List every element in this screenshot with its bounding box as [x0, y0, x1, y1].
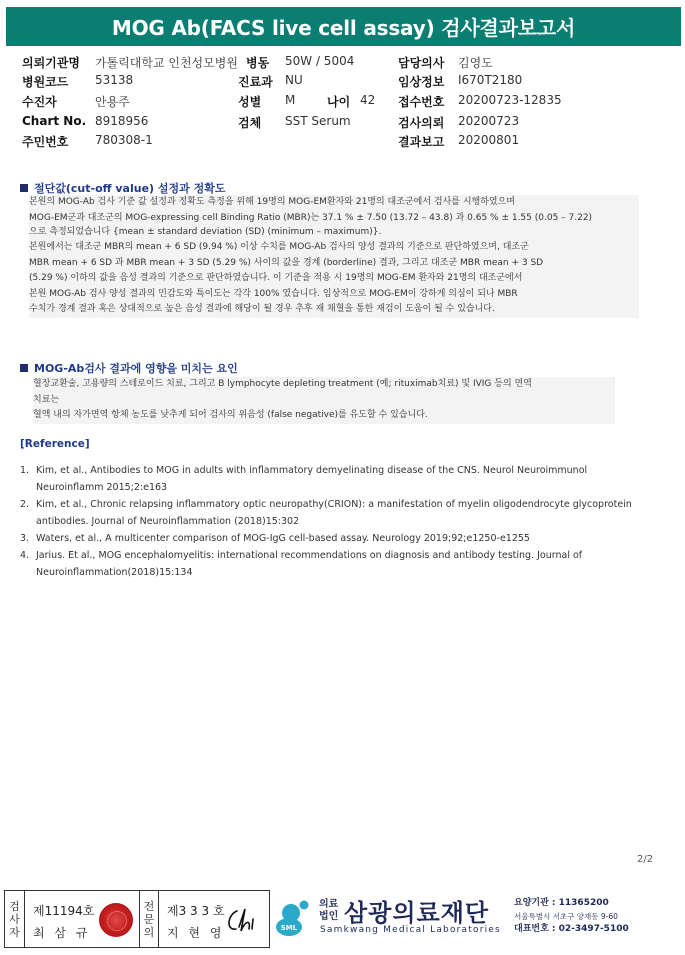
- info-row: [22, 73, 672, 91]
- age-value: 42: [360, 93, 376, 107]
- sml-logo-text: SML: [280, 924, 298, 932]
- patient-value: 안용주: [95, 95, 130, 109]
- dept-value: NU: [285, 73, 303, 87]
- handwritten-signature-icon: [223, 905, 263, 937]
- examiner-label-char: 자: [9, 925, 20, 939]
- doctor-label: 담당의사: [398, 56, 445, 70]
- signature-box: [4, 890, 270, 948]
- ward-label: 병동: [246, 56, 270, 70]
- reference-number: 1.: [20, 465, 30, 476]
- age-label: 나이: [327, 95, 351, 109]
- chart-value: 8918956: [95, 114, 149, 128]
- report-date-label: 결과보고: [398, 135, 445, 149]
- corp-contact-info: [514, 897, 629, 936]
- paragraph-line: 혈장교환술, 고용량의 스테로이드 치료, 그리고 B lymphocyte depleting treatment (예; rituximab치료) 및 IVIG 등의 면역: [33, 379, 532, 389]
- examiner-license-no: 제11194호: [33, 904, 95, 918]
- section-factors-title-text: MOG-Ab검사 결과에 영향을 미치는 요인: [34, 362, 238, 375]
- paragraph-line: MOG-EM군과 대조군의 MOG-expressing cell Binding Ratio (MBR)는 37.1 % ± 7.50 (13.72 – 43.8) 과 0.65 % ± 1.55 (0.05 – 7.22): [29, 212, 593, 223]
- bullet-square-icon: [20, 184, 28, 192]
- receipt-label: 접수번호: [398, 95, 445, 109]
- specialist-label: [139, 891, 159, 947]
- info-row: [22, 133, 672, 151]
- paragraph-line: 치료는: [33, 394, 60, 405]
- specialist-name: 지 현 영: [167, 926, 225, 940]
- specialist-license-no: 제3 3 3 호: [167, 904, 225, 918]
- institution-label: 의뢰기관명: [22, 56, 80, 70]
- paragraph-line: (5.29 %) 이하의 값을 음성 결과의 기준으로 판단하였습니다. 이 기준을 적용 시 19명의 MOG-EM 환자와 21명의 대조군에서: [29, 273, 523, 283]
- reference-item: [20, 547, 640, 581]
- reference-number: 3.: [20, 533, 30, 544]
- paragraph-line: 혈액 내의 자가면역 항체 농도를 낮추게 되어 검사의 위음성 (false negative)를 유도할 수 있습니다.: [33, 410, 428, 420]
- reference-text: Kim, et al., Antibodies to MOG in adults with inflammatory demyelinating disease of the CNS. Neurol Neuroimmunol Neuroinflamm 2015;2:e163: [36, 465, 588, 493]
- section-factors-body: [33, 377, 615, 424]
- paragraph-line: 본원의 MOG-Ab 검사 기준 값 설정과 정확도 측정을 위해 19명의 MOG-EM환자와 21명의 대조군에서 검사를 시행하였으며: [29, 197, 515, 207]
- specimen-value: SST Serum: [285, 114, 351, 128]
- page-number: 2/2: [637, 854, 654, 865]
- bullet-square-icon: [20, 364, 28, 372]
- examiner-name: 최 삼 규: [33, 926, 91, 940]
- report-date-value: 20200801: [458, 133, 520, 147]
- info-row: [22, 54, 672, 72]
- corp-type: [319, 899, 338, 923]
- sex-value: M: [285, 93, 296, 107]
- request-label: 검사의뢰: [398, 116, 445, 130]
- sex-label: 성별: [238, 95, 262, 109]
- examiner-label: [5, 891, 25, 947]
- corp-phone: 대표번호 : 02-3497-5100: [514, 924, 629, 934]
- receipt-value: 20200723-12835: [458, 93, 562, 107]
- institution-value: 가톨릭대학교 인천성모병원: [95, 56, 238, 70]
- chart-label: Chart No.: [22, 114, 87, 128]
- report-title: MOG Ab(FACS live cell assay) 검사결과보고서: [6, 7, 681, 46]
- corp-english-name: Samkwang Medical Laboratories: [320, 925, 501, 935]
- patient-label: 수진자: [22, 95, 57, 109]
- paragraph-line: MBR mean + 6 SD 과 MBR mean + 3 SD (5.29 %) 사이의 값을 경계 (borderline) 결과, 그리고 대조군 MBR mean + 3 SD: [29, 257, 544, 268]
- corp-name: 삼광의료재단: [344, 899, 490, 927]
- sml-logo-icon: [274, 895, 318, 939]
- corp-type-line: 의료: [319, 899, 339, 910]
- corp-address: 서울특별시 서초구 양재동 9-60: [514, 912, 618, 921]
- specialist-label-char: 의: [143, 925, 155, 939]
- reference-text: Waters, et al., A multicenter comparison of MOG-IgG cell-based assay. Neurology 2019;92;e1250-e1255: [36, 533, 530, 544]
- info-row: [22, 93, 672, 111]
- doctor-value: 김영도: [458, 56, 493, 70]
- hospital-code-label: 병원코드: [22, 75, 69, 89]
- info-row: [22, 114, 672, 132]
- reference-item: [20, 530, 640, 547]
- section-cutoff-title-text: 절단값(cut-off value) 설정과 정확도: [34, 182, 226, 195]
- reference-title: [Reference]: [20, 438, 90, 450]
- hospital-code-value: 53138: [95, 73, 134, 87]
- request-value: 20200723: [458, 114, 520, 128]
- reference-item: [20, 496, 640, 530]
- resident-label: 주민번호: [22, 135, 69, 149]
- section-cutoff-title: [20, 180, 225, 196]
- reference-list: [20, 462, 640, 581]
- reference-number: 4.: [20, 550, 30, 561]
- paragraph-line: 수치가 경계 결과 혹은 상대적으로 높은 음성 결과에 해당이 될 경우 추후 재 채혈을 통한 재검이 도움이 될 수 있습니다.: [29, 304, 495, 314]
- examiner-label-char: 검: [9, 899, 20, 913]
- clinical-label: 임상정보: [398, 75, 445, 89]
- corp-type-line: 법인: [319, 911, 339, 922]
- paragraph-line: 본원 MOG-Ab 검사 양성 결과의 민감도와 특이도는 각각 100% 였습니다. 임상적으로 MOG-EM이 강하게 의심이 되나 MBR: [29, 288, 518, 299]
- section-cutoff-body: [29, 195, 639, 318]
- reference-number: 2.: [20, 499, 30, 510]
- specimen-label: 검체: [238, 116, 262, 130]
- section-factors-title: [20, 360, 238, 376]
- dept-label: 진료과: [238, 75, 273, 89]
- specialist-label-char: 문: [143, 912, 155, 926]
- reference-text: Jarius. Et al., MOG encephalomyelitis: international recommendations on diagnosis and antibody testing. Journal of Neuroinflammation(2018)15:134: [36, 550, 583, 578]
- specialist-label-char: 전: [143, 899, 155, 913]
- ward-value: 50W / 5004: [285, 54, 355, 68]
- examiner-label-char: 사: [9, 912, 20, 926]
- paragraph-line: 으로 측정되었습니다 {mean ± standard deviation (SD) (minimum – maximum)}.: [29, 226, 382, 237]
- official-seal-icon: [99, 903, 133, 937]
- resident-value: 780308-1: [95, 133, 153, 147]
- clinical-value: I670T2180: [458, 73, 523, 87]
- institution-code: 요양기관 : 11365200: [514, 898, 609, 908]
- paragraph-line: 본원에서는 대조군 MBR의 mean + 6 SD (9.94 %) 이상 수치를 MOG-Ab 검사의 양성 결과의 기준으로 판단하였으며, 대조군: [29, 242, 529, 252]
- reference-item: [20, 462, 640, 496]
- reference-text: Kim, et al., Chronic relapsing inflammatory optic neuropathy(CRION): a manifestation of myelin oligodendrocyte glycoprotein antibodies. Journal of Neuroinflammation (2018)15:302: [36, 499, 632, 527]
